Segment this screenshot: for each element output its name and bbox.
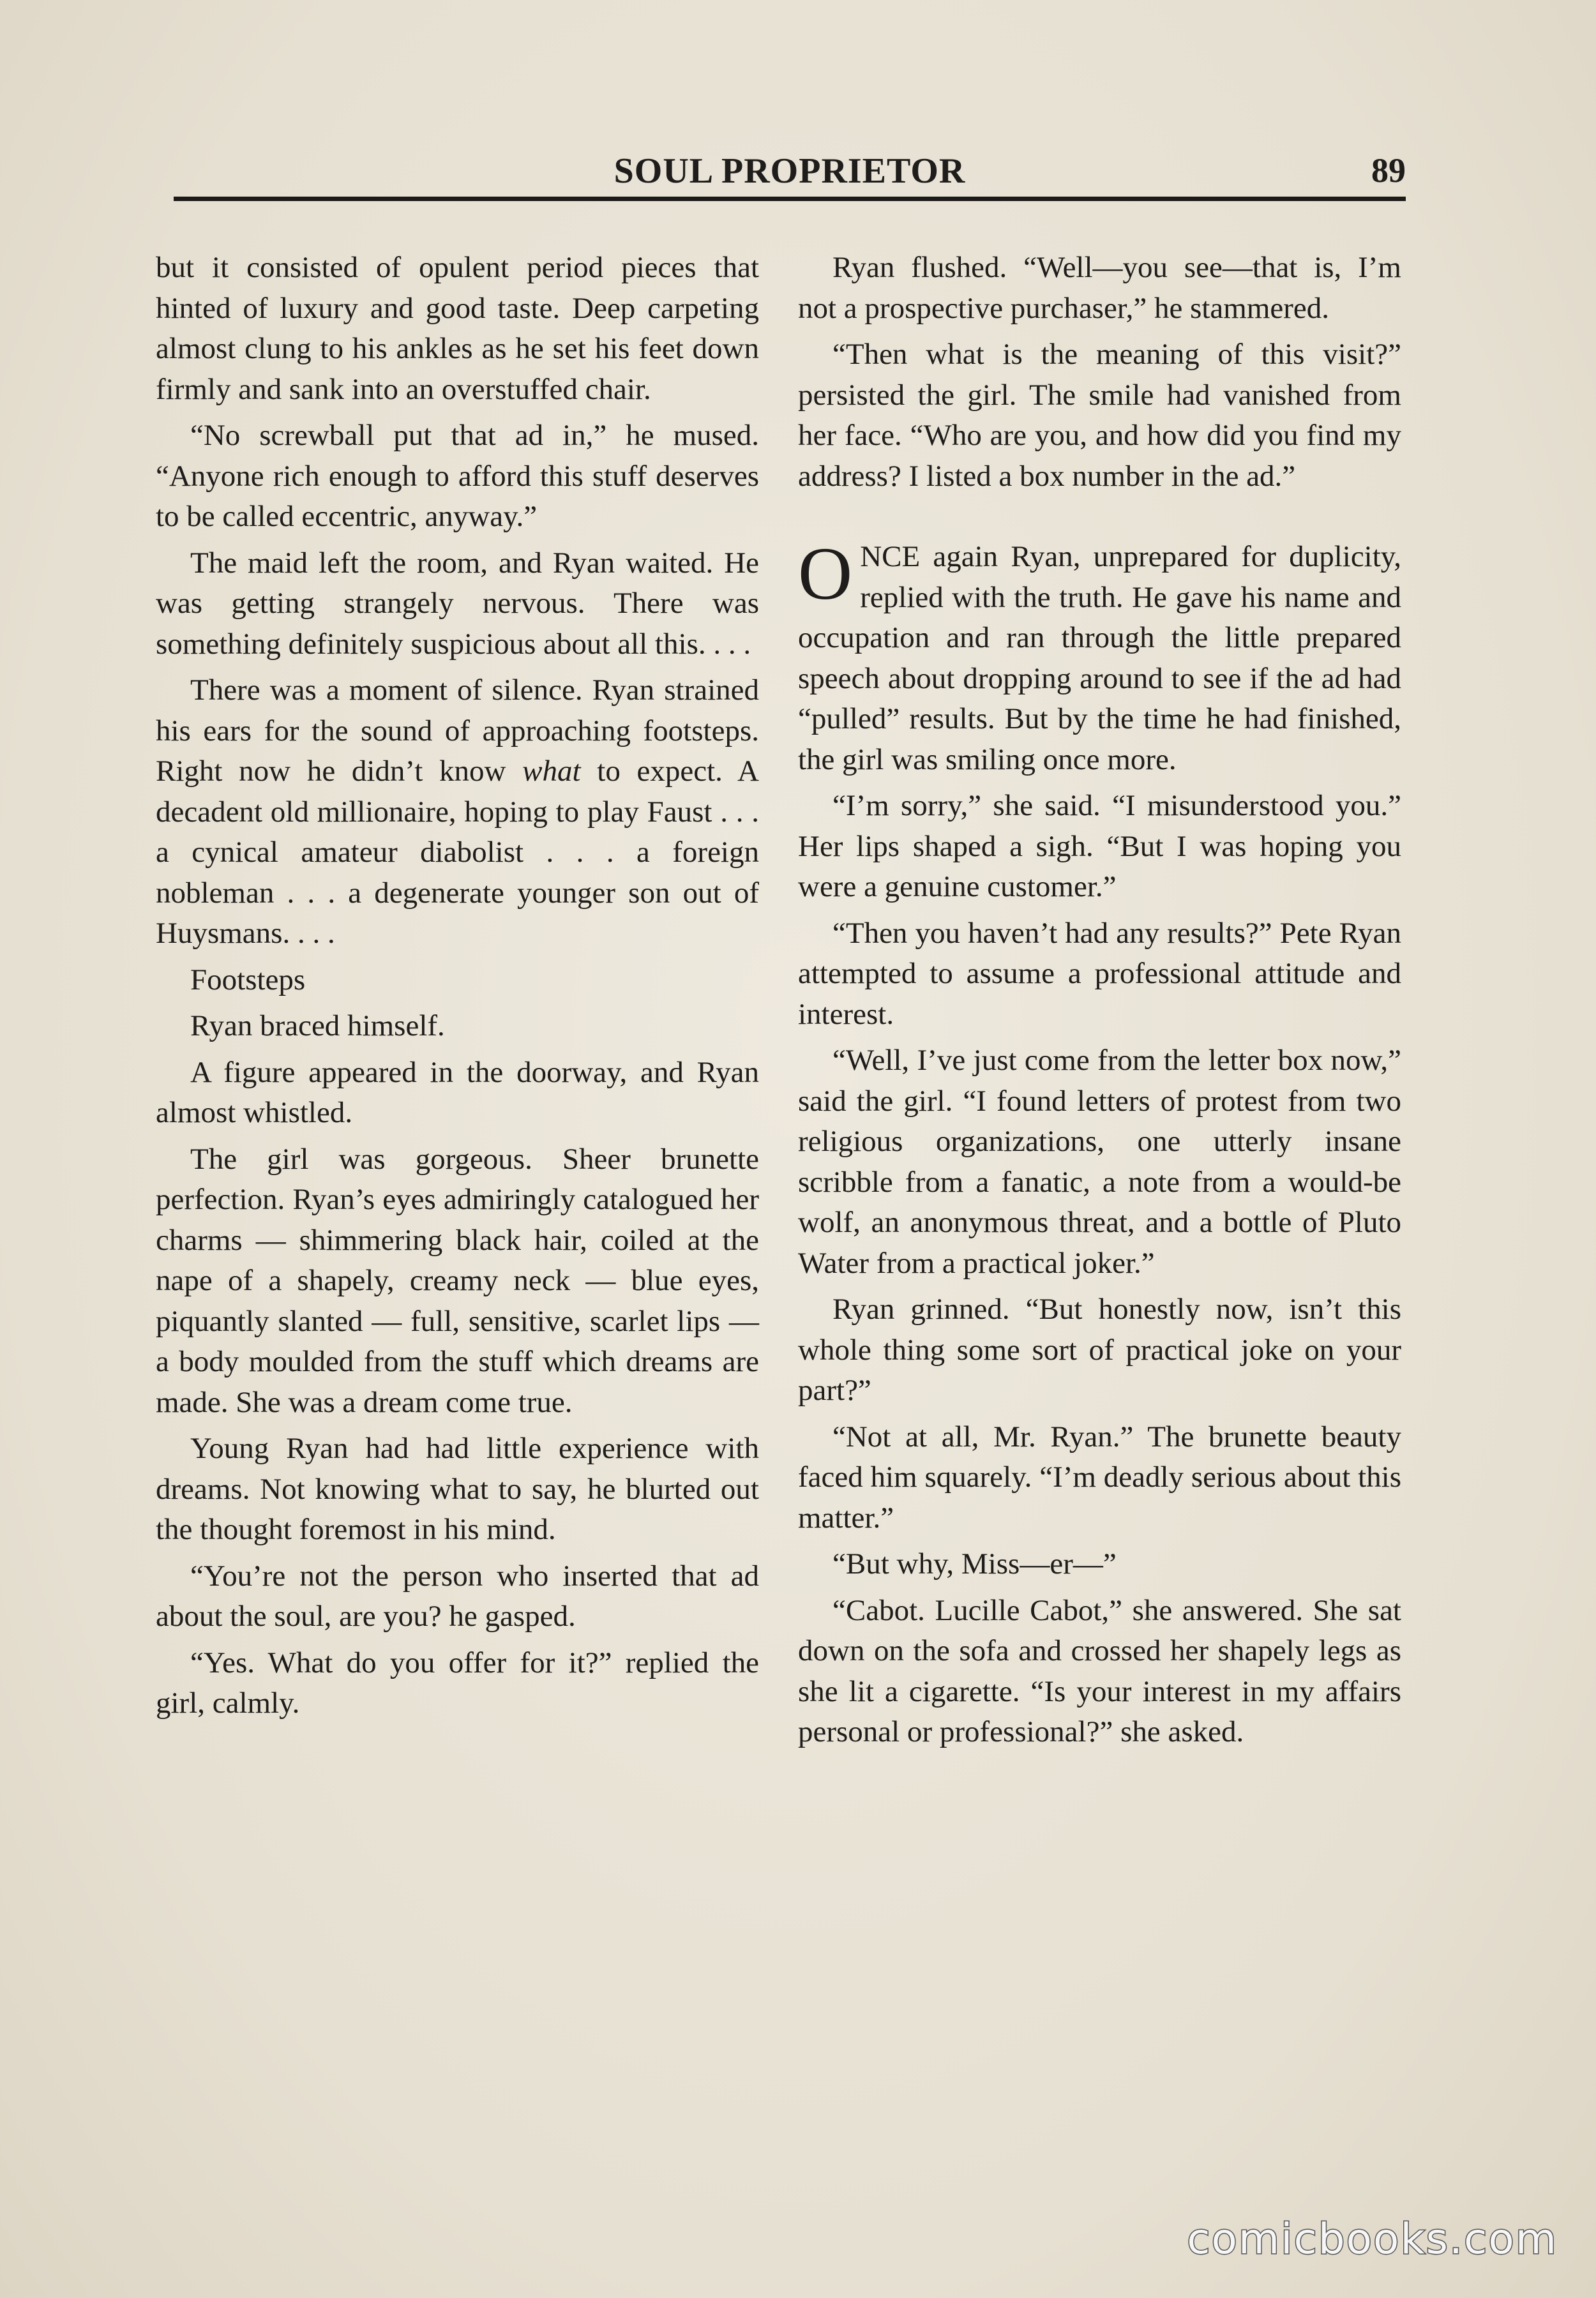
- paragraph-text: to expect. A decadent old millionaire, hoping to play Faust . . . a cynical amateur diabolist . . . a foreign nobleman . . . a degenerate younger son out of Huysmans. . . .: [156, 755, 759, 950]
- paragraph: but it consisted of opulent period pieces that hinted of luxury and good taste. Deep carpeting almost clung to his ankles as he set his feet down firmly and sank into an overstuffed chair.: [156, 251, 759, 406]
- paragraph: “I’m sorry,” she said. “I misunderstood you.” Her lips shaped a sigh. “But I was hoping you were a genuine customer.”: [798, 789, 1401, 903]
- emphasis-text: what: [522, 755, 581, 788]
- paragraph: Footsteps: [190, 963, 306, 996]
- page-number: 89: [1371, 151, 1406, 190]
- paragraph: “Then you haven’t had any results?” Pete Ryan attempted to assume a professional attitude and interest.: [798, 916, 1401, 1031]
- paragraph: The girl was gorgeous. Sheer brunette perfection. Ryan’s eyes admiringly catalogued her charms — shimmering black hair, coiled at the nape of a shapely, creamy neck — blue eyes, piquantly slanted — full, sensitive, scarlet lips — a body moulded from the stuff which dreams are made. She was a dream come true.: [156, 1142, 759, 1419]
- paragraph: “Well, I’ve just come from the letter box now,” said the girl. “I found letters of protest from two religious organizations, one utterly insane scribble from a fanatic, a note from a would-be wolf, an anonymous threat, and a bottle of Pluto Water from a practical joker.”: [798, 1044, 1401, 1280]
- paragraph: “You’re not the person who inserted that ad about the soul, are you? he gasped.: [156, 1559, 759, 1633]
- paragraph: “Not at all, Mr. Ryan.” The brunette beauty faced him squarely. “I’m deadly serious about this matter.”: [798, 1420, 1401, 1535]
- paragraph: “But why, Miss—er—”: [832, 1547, 1117, 1581]
- paragraph: “Yes. What do you offer for it?” replied the girl, calmly.: [156, 1646, 759, 1720]
- paragraph-text: NCE again Ryan, unprepared for duplicity, replied with the truth. He gave his name and occupation and ran through the little prepared speech about dropping around to see if the ad had “pulled” results. But by the time he had finished, the girl was smiling once more.: [798, 540, 1401, 776]
- paragraph: “Then what is the meaning of this visit?” persisted the girl. The smile had vanished from her face. “Who are you, and how did you find my address? I listed a box number in the ad.”: [798, 338, 1401, 493]
- paragraph-text: There was a moment of silence. Ryan strained his ears for the sound of approaching footsteps. Right now he didn’t know: [156, 673, 759, 788]
- watermark: comicbooks.com: [1187, 2214, 1558, 2264]
- paragraph: [156, 670, 759, 954]
- paragraph: A figure appeared in the doorway, and Ryan almost whistled.: [156, 1055, 759, 1129]
- drop-cap: O: [798, 532, 853, 615]
- paragraph: “No screwball put that ad in,” he mused. “Anyone rich enough to afford this stuff deserves to be called eccentric, anyway.”: [156, 419, 759, 533]
- paragraph: [798, 532, 1401, 780]
- left-column: [156, 248, 759, 1730]
- paragraph: Ryan braced himself.: [190, 1009, 445, 1042]
- paragraph: Young Ryan had had little experience with dreams. Not knowing what to say, he blurted out the thought foremost in his mind.: [156, 1432, 759, 1546]
- paragraph: Ryan grinned. “But honestly now, isn’t this whole thing some sort of practical joke on your part?”: [798, 1293, 1401, 1407]
- right-column: [798, 248, 1401, 1759]
- paragraph: Ryan flushed. “Well—you see—that is, I’m not a prospective purchaser,” he stammered.: [798, 251, 1401, 325]
- section-break: [798, 502, 1401, 537]
- paragraph: The maid left the room, and Ryan waited. He was getting strangely nervous. There was something definitely suspicious about all this. . . .: [156, 546, 759, 661]
- paragraph: “Cabot. Lucille Cabot,” she answered. She sat down on the sofa and crossed her shapely legs as she lit a cigarette. “Is your interest in my affairs personal or professional?” she asked.: [798, 1593, 1401, 1748]
- running-title: SOUL PROPRIETOR: [614, 151, 966, 191]
- running-header: [174, 146, 1406, 201]
